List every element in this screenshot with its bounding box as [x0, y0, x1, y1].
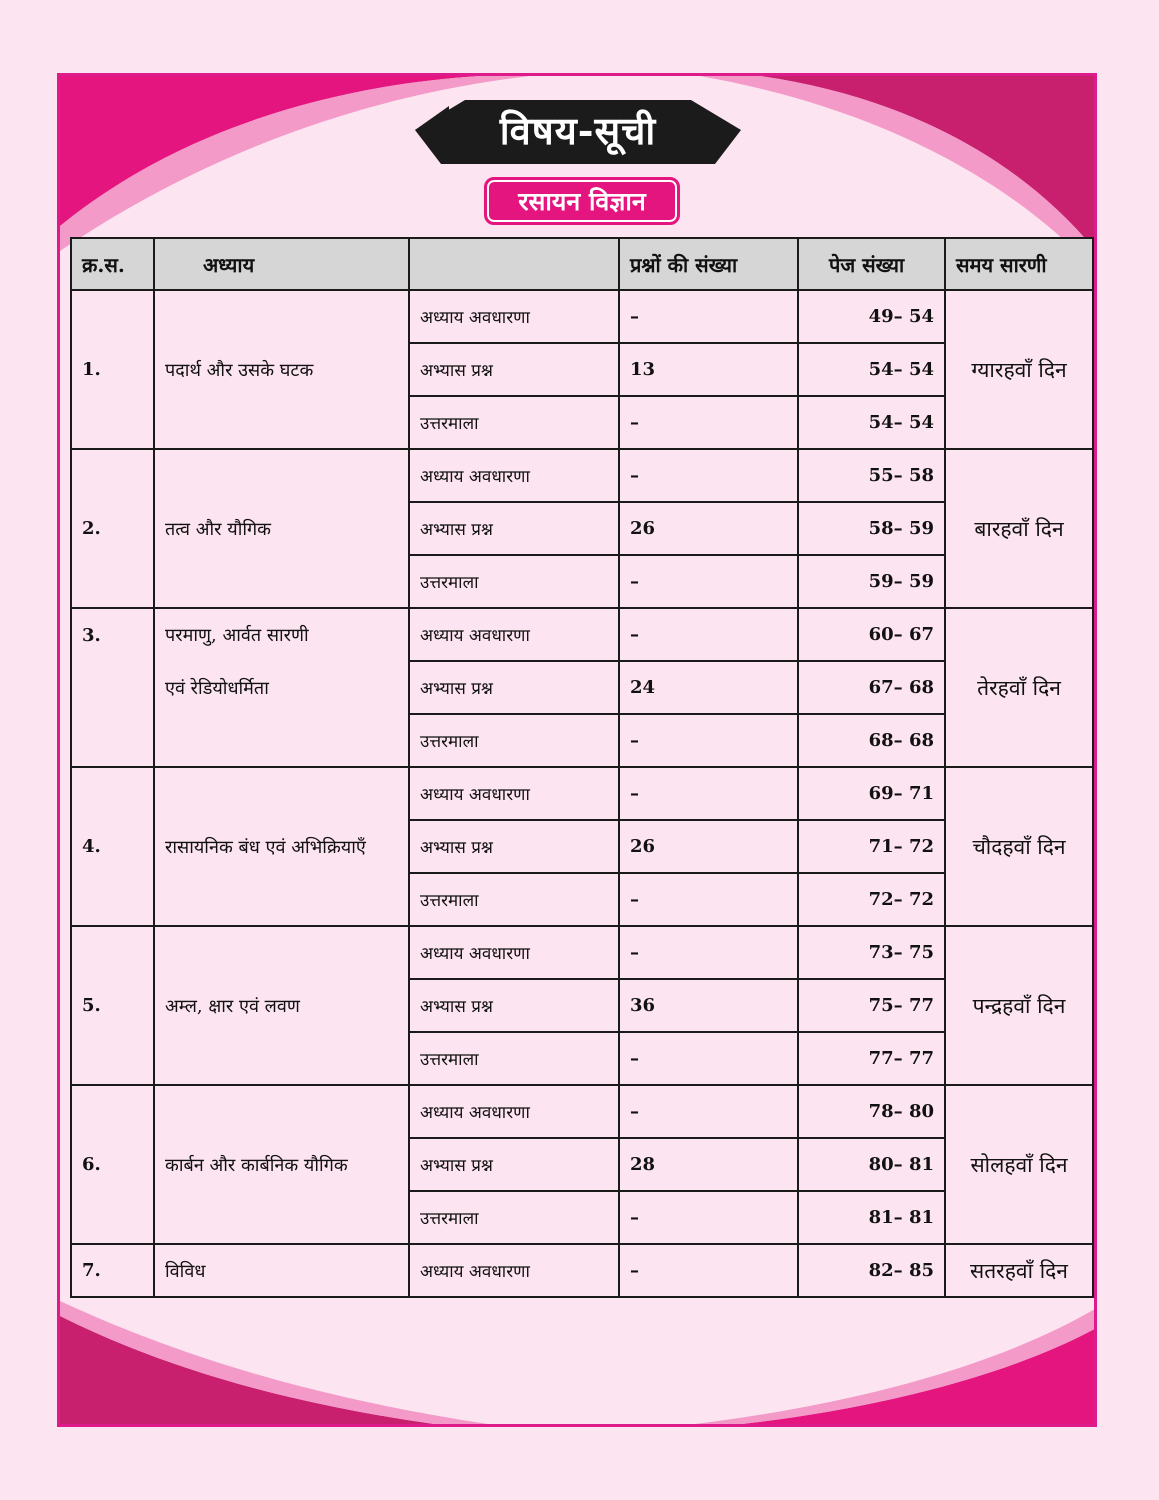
question-count: – — [619, 608, 798, 661]
header-chapter: अध्याय — [154, 238, 409, 290]
question-count: – — [619, 1085, 798, 1138]
table-row — [71, 1085, 1093, 1138]
section-name: अध्याय अवधारणा — [409, 290, 619, 343]
question-count: 13 — [619, 343, 798, 396]
chapter-title: अम्ल, क्षार एवं लवण — [154, 926, 409, 1085]
page-frame — [57, 73, 1097, 1427]
section-name: उत्तरमाला — [409, 1032, 619, 1085]
section-name: उत्तरमाला — [409, 873, 619, 926]
schedule-day: ग्यारहवाँ दिन — [945, 290, 1093, 449]
question-count: – — [619, 926, 798, 979]
page-range: 73– 75 — [798, 926, 945, 979]
section-name: उत्तरमाला — [409, 1191, 619, 1244]
header-schedule: समय सारणी — [945, 238, 1093, 290]
table-row — [71, 290, 1093, 343]
question-count: – — [619, 767, 798, 820]
page-range: 82– 85 — [798, 1244, 945, 1297]
chapter-title — [154, 608, 409, 767]
question-count: – — [619, 290, 798, 343]
chapter-title: कार्बन और कार्बनिक यौगिक — [154, 1085, 409, 1244]
section-name: अभ्यास प्रश्न — [409, 1138, 619, 1191]
schedule-day: बारहवाँ दिन — [945, 449, 1093, 608]
table-row — [71, 449, 1093, 502]
page-range: 54– 54 — [798, 396, 945, 449]
section-name: अभ्यास प्रश्न — [409, 979, 619, 1032]
question-count: – — [619, 555, 798, 608]
page-range: 71– 72 — [798, 820, 945, 873]
section-name: अध्याय अवधारणा — [409, 767, 619, 820]
chapter-title-line-1: परमाणु, आर्वत सारणी — [165, 625, 309, 646]
question-count: – — [619, 449, 798, 502]
page-range: 59– 59 — [798, 555, 945, 608]
section-name: उत्तरमाला — [409, 714, 619, 767]
page-range: 68– 68 — [798, 714, 945, 767]
question-count: – — [619, 1191, 798, 1244]
table-row — [71, 608, 1093, 661]
chapter-title-line-2: एवं रेडियोधर्मिता — [165, 678, 269, 699]
question-count: 26 — [619, 502, 798, 555]
chapter-title: तत्व और यौगिक — [154, 449, 409, 608]
page-range: 81– 81 — [798, 1191, 945, 1244]
section-name: अभ्यास प्रश्न — [409, 661, 619, 714]
table-row — [71, 767, 1093, 820]
section-name: अध्याय अवधारणा — [409, 926, 619, 979]
schedule-day: सतरहवाँ दिन — [945, 1244, 1093, 1297]
question-count: 36 — [619, 979, 798, 1032]
page-range: 55– 58 — [798, 449, 945, 502]
section-name: अभ्यास प्रश्न — [409, 820, 619, 873]
schedule-day: चौदहवाँ दिन — [945, 767, 1093, 926]
page-range: 78– 80 — [798, 1085, 945, 1138]
table-row — [71, 1244, 1093, 1297]
question-count: 28 — [619, 1138, 798, 1191]
section-name: अभ्यास प्रश्न — [409, 502, 619, 555]
schedule-day: तेरहवाँ दिन — [945, 608, 1093, 767]
question-count: 26 — [619, 820, 798, 873]
section-name: अभ्यास प्रश्न — [409, 343, 619, 396]
header-question-count: प्रश्नों की संख्या — [619, 238, 798, 290]
page-title: विषय-सूची — [499, 108, 657, 153]
header-page-number: पेज संख्या — [798, 238, 945, 290]
page-range: 49– 54 — [798, 290, 945, 343]
table-row — [71, 926, 1093, 979]
question-count: 24 — [619, 661, 798, 714]
chapter-number: 4. — [71, 767, 154, 926]
page-range: 72– 72 — [798, 873, 945, 926]
chapter-number: 5. — [71, 926, 154, 1085]
page-range: 75– 77 — [798, 979, 945, 1032]
chapter-number: 2. — [71, 449, 154, 608]
subject-badge: रसायन विज्ञान — [484, 177, 680, 225]
chapter-title: पदार्थ और उसके घटक — [154, 290, 409, 449]
question-count: – — [619, 1244, 798, 1297]
section-name: अध्याय अवधारणा — [409, 449, 619, 502]
contents-table — [70, 237, 1094, 1298]
chapter-title: विविध — [154, 1244, 409, 1297]
header-serial: क्र.स. — [71, 238, 154, 290]
page-range: 69– 71 — [798, 767, 945, 820]
page-range: 67– 68 — [798, 661, 945, 714]
chapter-number: 7. — [71, 1244, 154, 1297]
chapter-number: 1. — [71, 290, 154, 449]
question-count: – — [619, 873, 798, 926]
page-range: 80– 81 — [798, 1138, 945, 1191]
chapter-title: रासायनिक बंध एवं अभिक्रियाएँ — [154, 767, 409, 926]
section-name: उत्तरमाला — [409, 396, 619, 449]
table-header-row — [71, 238, 1093, 290]
chapter-number: 3. — [71, 608, 154, 767]
page-range: 77– 77 — [798, 1032, 945, 1085]
section-name: अध्याय अवधारणा — [409, 1085, 619, 1138]
section-name: उत्तरमाला — [409, 555, 619, 608]
schedule-day: सोलहवाँ दिन — [945, 1085, 1093, 1244]
question-count: – — [619, 1032, 798, 1085]
question-count: – — [619, 396, 798, 449]
section-name: अध्याय अवधारणा — [409, 1244, 619, 1297]
schedule-day: पन्द्रहवाँ दिन — [945, 926, 1093, 1085]
page-range: 54– 54 — [798, 343, 945, 396]
header-section — [409, 238, 619, 290]
question-count: – — [619, 714, 798, 767]
section-name: अध्याय अवधारणा — [409, 608, 619, 661]
chapter-number: 6. — [71, 1085, 154, 1244]
page-range: 58– 59 — [798, 502, 945, 555]
page-range: 60– 67 — [798, 608, 945, 661]
